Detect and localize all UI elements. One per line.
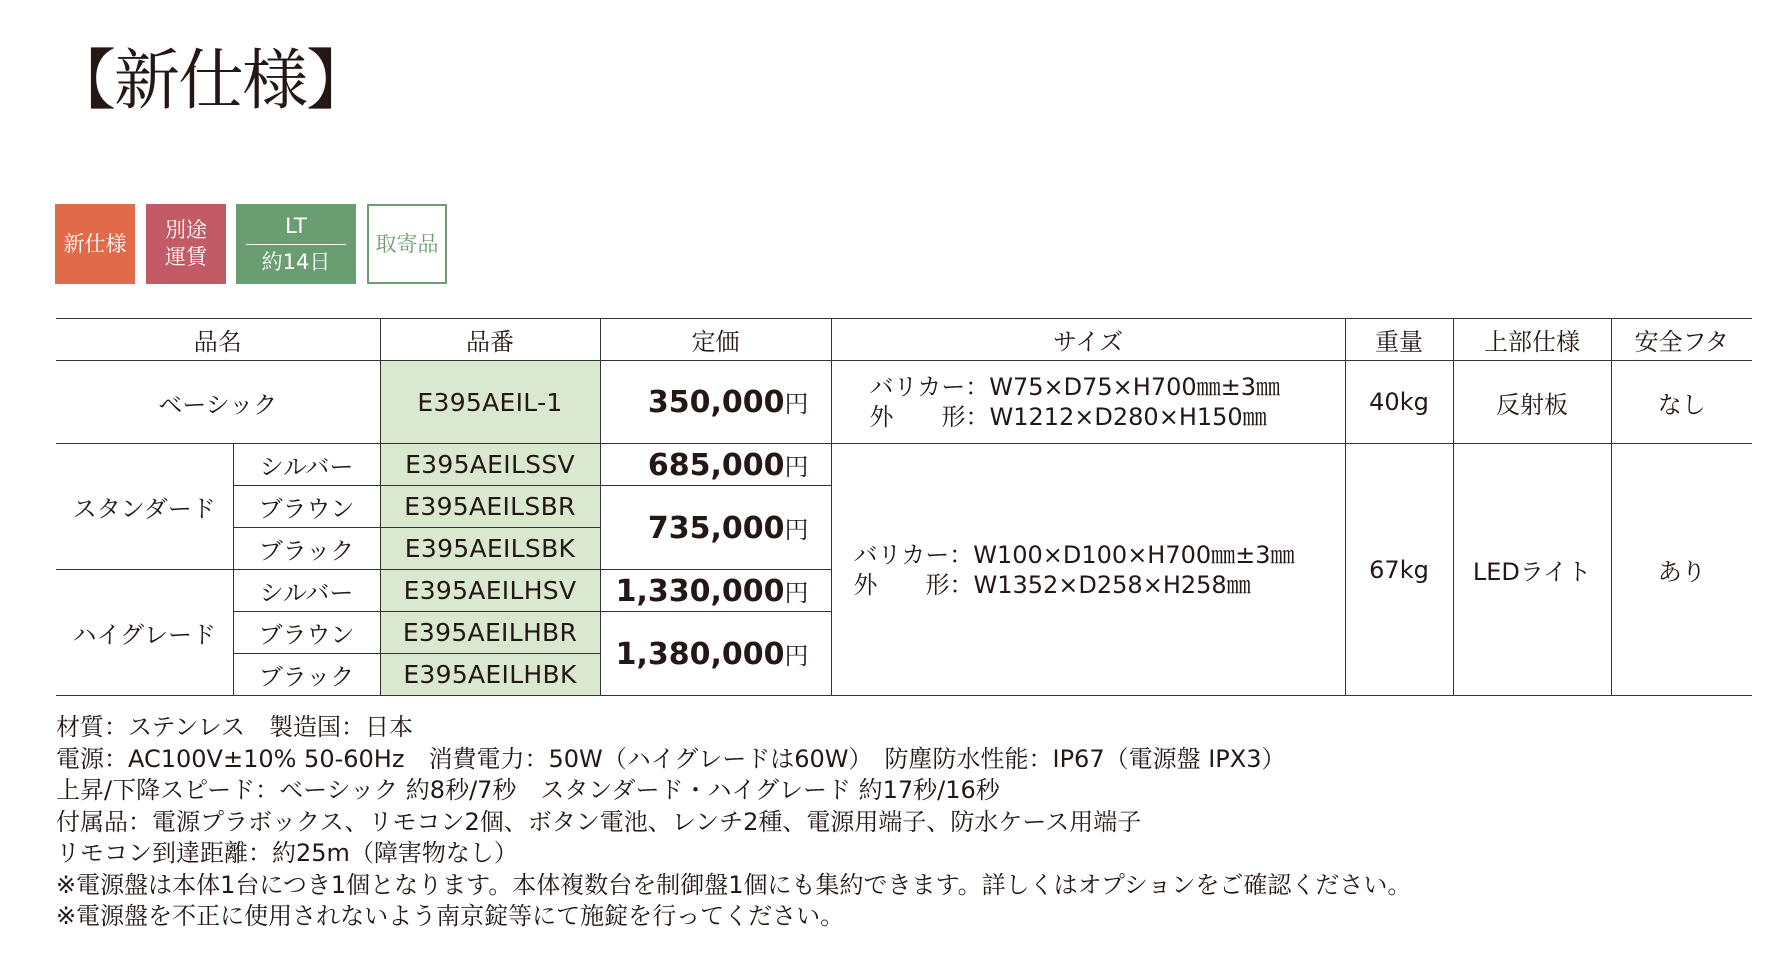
weight: 40kg (1345, 361, 1453, 444)
note-accessories: 付属品：電源プラボックス、リモコン2個、ボタン電池、レンチ2種、電源用端子、防水ケース用端子 (56, 807, 1142, 836)
lead-time-label: LT (246, 213, 346, 245)
note-power: 電源：AC100V±10% 50-60Hz 消費電力：50W（ハイグレードは60W） 防塵防水性能：IP67（電源盤 IPX3） (56, 744, 1286, 773)
part-number: E395AEILSSV (380, 444, 600, 486)
product-name-highgrade: ハイグレード (56, 570, 233, 696)
price-cell (600, 570, 831, 612)
price-cell (600, 612, 831, 696)
price-cell (600, 361, 831, 444)
table-row (56, 361, 1752, 444)
top-spec: LEDライト (1453, 444, 1611, 696)
weight: 67kg (1345, 444, 1453, 696)
note-remote-range: リモコン到達距離：約25m（障害物なし） (56, 839, 518, 867)
part-number: E395AEILHBK (380, 654, 600, 696)
color-name: ブラック (233, 654, 380, 696)
safety-lid: あり (1611, 444, 1752, 696)
header-top-spec: 上部仕様 (1453, 319, 1611, 361)
price-value: 685,000 (647, 447, 785, 483)
size-bollard: バリカー：W75×D75×H700㎜±3㎜ (869, 373, 1281, 401)
spec-notes (56, 712, 1411, 933)
part-number: E395AEIL-1 (380, 361, 600, 444)
new-spec-label: 新仕様 (63, 231, 127, 256)
product-name-basic: ベーシック (56, 361, 380, 444)
color-name: ブラウン (233, 486, 380, 528)
note-power-panel: ※電源盤は本体1台につき1個となります。本体複数台を制御盤1個にも集約できます。詳しくはオプションをご確認ください。 (56, 870, 1412, 899)
yen-unit: 円 (784, 515, 809, 544)
table-header-row (56, 319, 1752, 361)
header-size: サイズ (831, 319, 1345, 361)
size-outer: 外 形：W1352×D258×H258㎜ (853, 570, 1251, 599)
size-bollard: バリカー：W100×D100×H700㎜±3㎜ (853, 540, 1295, 569)
yen-unit: 円 (784, 452, 809, 481)
part-number: E395AEILHSV (380, 570, 600, 612)
special-order-badge (367, 204, 447, 284)
product-name-standard: スタンダード (56, 444, 233, 570)
safety-lid: なし (1611, 361, 1752, 444)
color-name: ブラウン (233, 612, 380, 654)
header-safety-lid: 安全フタ (1611, 319, 1752, 361)
header-weight: 重量 (1345, 319, 1453, 361)
yen-unit: 円 (784, 578, 809, 607)
header-part-number: 品番 (380, 319, 600, 361)
size-cell (831, 444, 1345, 696)
price-value: 1,330,000 (615, 573, 785, 609)
size-cell (831, 361, 1345, 444)
header-name: 品名 (56, 319, 380, 361)
part-number: E395AEILSBR (380, 486, 600, 528)
shipping-line2: 運賃 (165, 245, 207, 269)
note-padlock: ※電源盤を不正に使用されないよう南京錠等にて施錠を行ってください。 (56, 902, 845, 930)
size-outer: 外 形：W1212×D280×H150㎜ (869, 403, 1267, 431)
table-row (56, 444, 1752, 486)
part-number: E395AEILSBK (380, 528, 600, 570)
price-cell (600, 486, 831, 570)
page-title: 【新仕様】 (50, 42, 370, 119)
note-speed: 上昇/下降スピード：ベーシック 約8秒/7秒 スタンダード・ハイグレード 約17秒/16秒 (56, 776, 1000, 804)
header-price: 定価 (600, 319, 831, 361)
separate-shipping-badge (146, 204, 226, 284)
part-number: E395AEILHBR (380, 612, 600, 654)
price-value: 1,380,000 (615, 636, 785, 672)
shipping-line1: 別途 (165, 218, 207, 242)
color-name: シルバー (233, 570, 380, 612)
yen-unit: 円 (784, 641, 809, 670)
price-value: 735,000 (647, 510, 785, 546)
yen-unit: 円 (784, 390, 809, 418)
new-spec-badge (55, 204, 135, 284)
color-name: シルバー (233, 444, 380, 486)
spec-table (56, 318, 1752, 696)
color-name: ブラック (233, 528, 380, 570)
price-value: 350,000 (647, 385, 785, 420)
lead-time-badge (236, 204, 356, 284)
lead-time-value: 約14日 (261, 249, 331, 274)
note-material: 材質：ステンレス 製造国：日本 (56, 713, 413, 741)
top-spec: 反射板 (1453, 361, 1611, 444)
price-cell (600, 444, 831, 486)
special-order-label: 取寄品 (375, 231, 439, 256)
